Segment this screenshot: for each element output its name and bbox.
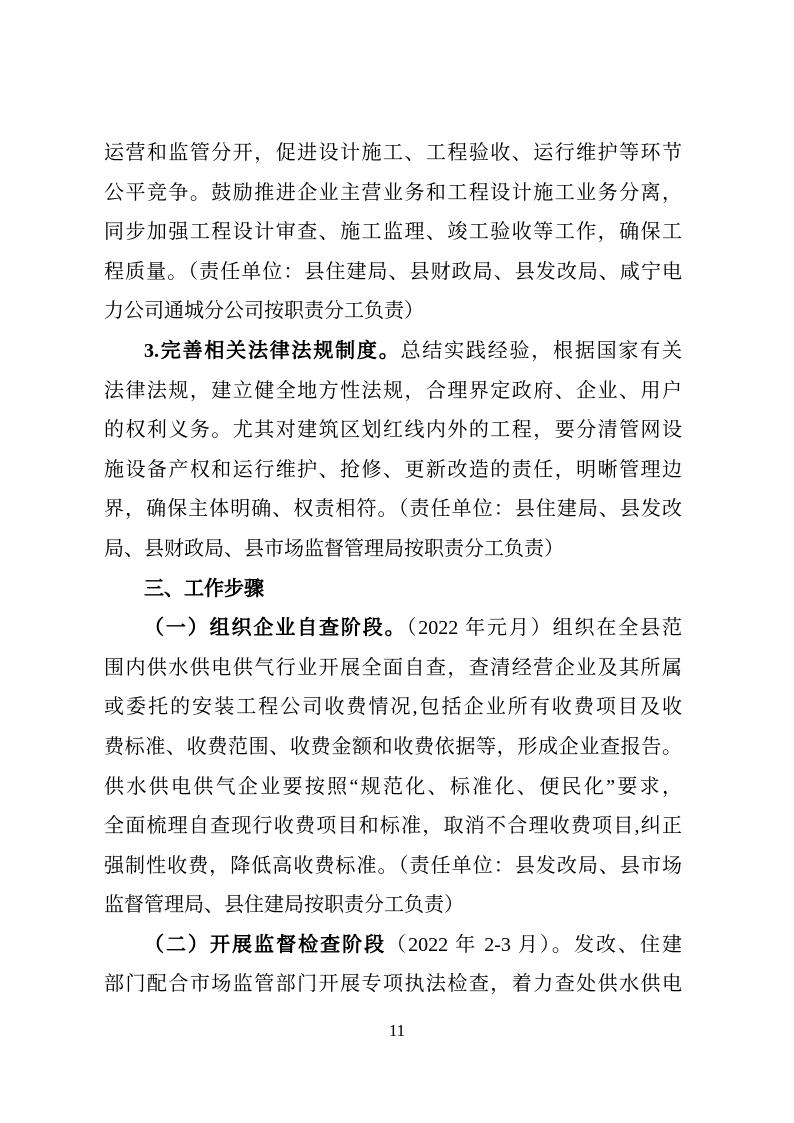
text-line xyxy=(104,411,682,451)
text-run: （2022 年元月）组织在全县范 xyxy=(406,617,683,640)
page-number: 11 xyxy=(388,1021,406,1040)
text-line xyxy=(104,807,682,847)
text-line xyxy=(104,688,682,728)
text-run: 的权利义务。尤其对建筑区划红线内外的工程，要分清管网设 xyxy=(104,419,682,442)
text-run: 运营和监管分开，促进设计施工、工程验收、运行维护等环节 xyxy=(104,142,682,164)
text-line xyxy=(104,332,682,372)
text-run: 力公司通城分公司按职责分工负责） xyxy=(104,300,424,323)
text-run: 强制性收费，降低高收费标准。（责任单位：县发改局、县市场 xyxy=(104,854,682,877)
text-line xyxy=(104,253,682,293)
text-run: 或委托的安装工程公司收费情况,包括企业所有收费项目及收 xyxy=(104,696,682,719)
text-line xyxy=(104,768,682,808)
text-run: 局、县财政局、县市场监督管理局按职责分工负责） xyxy=(104,537,564,560)
text-line xyxy=(104,213,682,253)
text-run: 法律法规，建立健全地方性法规，合理界定政府、企业、用户 xyxy=(104,379,682,402)
text-line xyxy=(104,134,682,174)
text-run: 程质量。（责任单位：县住建局、县财政局、县发改局、咸宁电 xyxy=(104,260,682,283)
bold-text-run: （二）开展监督检查阶段 xyxy=(144,933,387,956)
text-line xyxy=(104,451,682,491)
text-block xyxy=(104,134,682,1005)
text-run: 界，确保主体明确、权责相符。（责任单位：县住建局、县发改 xyxy=(104,498,682,521)
text-line xyxy=(104,728,682,768)
bold-text-run: （一）组织企业自查阶段。 xyxy=(144,617,407,640)
text-run: 同步加强工程设计审查、施工监理、竣工验收等工作，确保工 xyxy=(104,221,682,244)
text-run: （2022 年 2-3 月）。发改、住建 xyxy=(386,933,683,956)
text-run: 公平竞争。鼓励推进企业主营业务和工程设计施工业务分离， xyxy=(104,181,682,204)
text-run: 全面梳理自查现行收费项目和标准，取消不合理收费项目,纠正 xyxy=(104,815,682,838)
bold-text-run: 3.完善相关法律法规制度。 xyxy=(144,339,401,362)
text-line xyxy=(104,886,682,926)
text-line xyxy=(104,530,682,570)
text-run: 施设备产权和运行维护、抢修、更新改造的责任，明晰管理边 xyxy=(104,458,682,481)
text-run: 部门配合市场监管部门开展专项执法检查，着力查处供水供电 xyxy=(104,973,682,996)
text-run: 总结实践经验，根据国家有关 xyxy=(400,339,682,362)
text-line xyxy=(104,174,682,214)
text-run: 监督管理局、县住建局按职责分工负责） xyxy=(104,894,464,917)
text-run: 供水供电供气企业要按照“规范化、标准化、便民化”要求， xyxy=(104,775,682,798)
text-run: 费标准、收费范围、收费金额和收费依据等，形成企业查报告。 xyxy=(104,735,682,758)
text-line xyxy=(104,965,682,1005)
text-line xyxy=(104,649,682,689)
text-line xyxy=(104,926,682,966)
bold-text-run: 三、工作步骤 xyxy=(144,577,264,600)
text-line xyxy=(104,372,682,412)
text-line xyxy=(104,490,682,530)
text-line xyxy=(104,570,682,610)
text-line xyxy=(104,292,682,332)
text-line xyxy=(104,847,682,887)
text-run: 围内供水供电供气行业开展全面自查，查清经营企业及其所属 xyxy=(104,656,682,679)
text-line xyxy=(104,609,682,649)
